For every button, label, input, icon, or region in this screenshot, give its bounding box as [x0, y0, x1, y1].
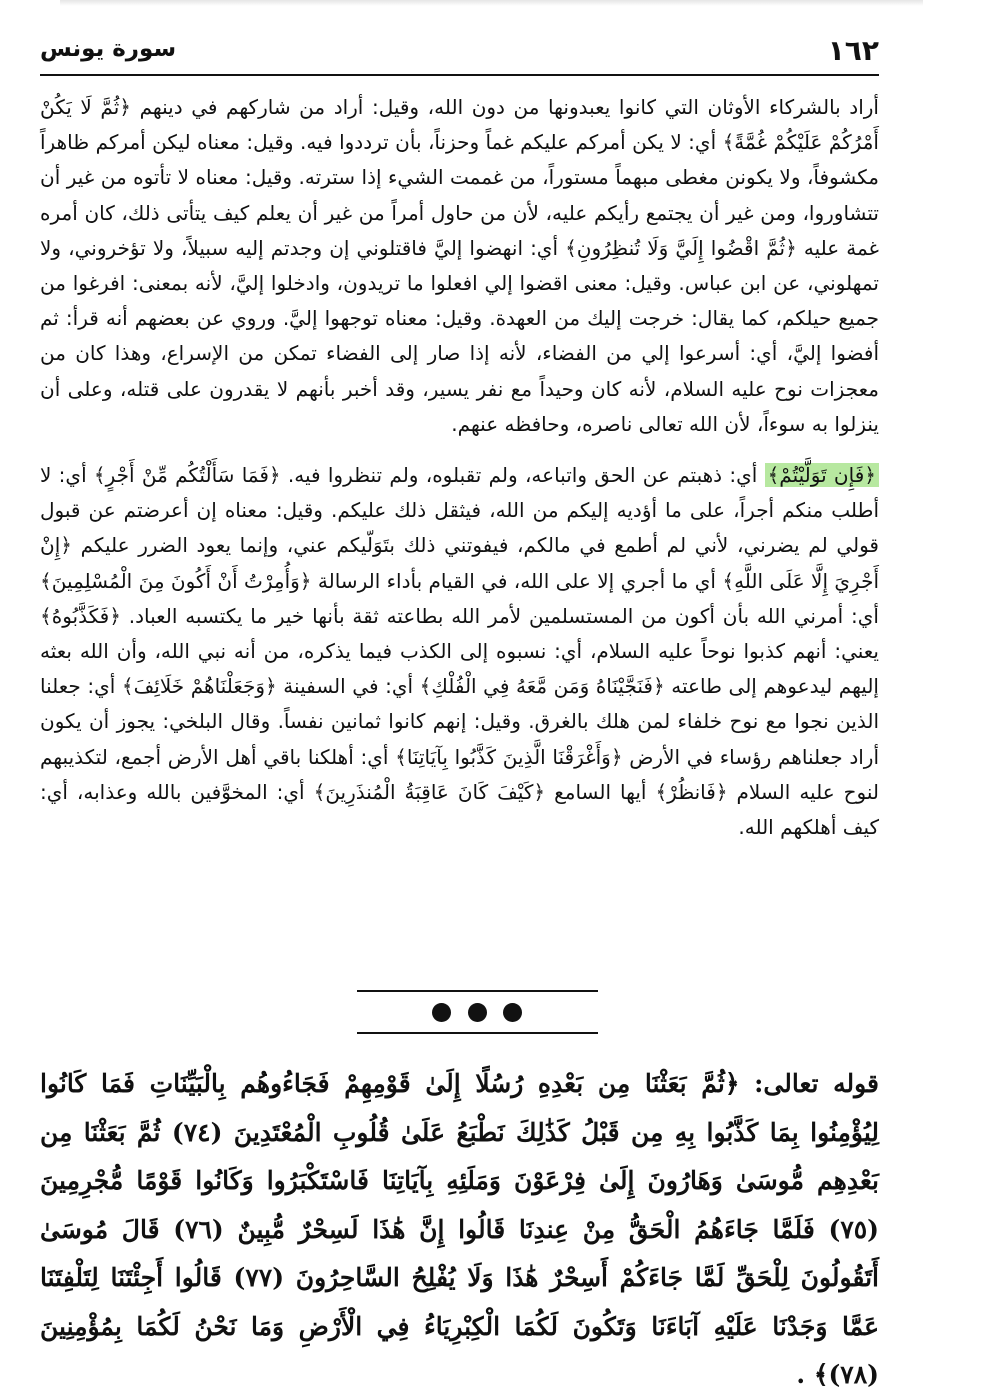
scan-edge — [60, 0, 923, 6]
commentary-paragraph-2 — [40, 458, 879, 845]
page-number: ١٦٢ — [827, 34, 879, 67]
section-ornament — [432, 1000, 522, 1024]
ornament-dot — [432, 1003, 451, 1022]
ornament-dot — [468, 1003, 487, 1022]
header-divider — [40, 74, 879, 76]
ornament-dot — [503, 1003, 522, 1022]
quran-verses — [40, 1060, 879, 1400]
commentary-paragraph-2-text: أي: ذهبتم عن الحق واتباعه، ولم تقبلوه، ولم تنظروا فيه. ﴿فَمَا سَأَلْتُكُم مِّنْ أَجْرٍ﴾ أي: لا أطلب منكم أجراً، على ما أؤديه إليكم من الله، فيثقل ذلك عليكم. وقيل: معناه إن أعرضتم عن قبول قولي لم يضرني، لأني لم أطمع في مالكم، فيفوتني ذلك بتَوَلّيكم عني، وإنما يعود الضرر عليكم ﴿إِنْ أَجْرِيَ إِلَّا عَلَى اللَّهِ﴾ أي ما أجري إلا على الله، في القيام بأداء الرسالة ﴿وَأُمِرْتُ أَنْ أَكُونَ مِنَ الْمُسْلِمِينَ﴾ أي: أمرني الله بأن أكون من المستسلمين لأمر الله بطاعته ثقة بأنها خير ما يكتسبه العباد. ﴿فَكَذَّبُوهُ﴾ يعني: أنهم كذبوا نوحاً عليه السلام، أي: نسبوه إلى الكذب فيما يذكره، من أنه نبي الله، وأن الله بعثه إليهم ليدعوهم إلى طاعته ﴿فَنَجَّيْنَاهُ وَمَن مَّعَهُ فِي الْفُلْكِ﴾ أي: في السفينة ﴿وَجَعَلْنَاهُمْ خَلَائِفَ﴾ أي: جعلنا الذين نجوا مع نوح خلفاء لمن هلك بالغرق. وقيل: إنهم كانوا ثمانين نفساً. وقال البلخي: يجوز أن يكون أراد جعلناهم رؤساء في الأرض ﴿وَأَغْرَقْنَا الَّذِينَ كَذَّبُوا بِآيَاتِنَا﴾ أي: أهلكنا باقي أهل الأرض أجمع، لتكذيبهم لنوح عليه السلام ﴿فَانظُرْ﴾ أيها السامع ﴿كَيْفَ كَانَ عَاقِبَةُ الْمُنذَرِينَ﴾ أي: المخوَّفين بالله وعذابه، أي: كيف أهلكهم الله. — [40, 463, 879, 840]
section-divider-top — [357, 990, 598, 992]
commentary-text — [40, 90, 879, 845]
commentary-paragraph-1: أراد بالشركاء الأوثان التي كانوا يعبدونها من دون الله، وقيل: أراد من شاركهم في دينهم ﴿ثُمَّ لَا يَكُنْ أَمْرُكُمْ عَلَيْكُمْ غُمَّةً﴾ أي: لا يكن أمركم عليكم غماً وحزناً، بأن ترددوا فيه. وقيل: معناه ليكن أمركم ظاهراً مكشوفاً، ولا يكونن مغطى مبهماً مستوراً، من غممت الشيء إذا سترته. وقيل: معناه لا تأتوه من غير أن تتشاوروا، ومن غير أن يجتمع رأيكم عليه، لأن من حاول أمراً من غير أن يعلم كيف يتأتى ذلك، كان أمره غمة عليه ﴿ثُمَّ اقْضُوا إِلَيَّ وَلَا تُنظِرُونِ﴾ أي: انهضوا إليَّ فاقتلوني إن وجدتم إليه سبيلاً، ولا تؤخروني، ولا تمهلوني، عن ابن عباس. وقيل: معنى اقضوا إلي افعلوا ما تريدون، وادخلوا إليَّ، لأنه بمعنى: افرغوا من جميع حيلكم، كما يقال: خرجت إليك من العهدة. وقيل: معناه توجهوا إليَّ. وروي عن بعضهم أنه قرأ: ثم أفضوا إليَّ، أي: أسرعوا إلي من الفضاء، لأنه إذا صار إلى الفضاء تمكن من الإسراع، وهذا كان من معجزات نوح عليه السلام، لأنه كان وحيداً مع نفر يسير، وقد أخبر بأنهم لا يقدرون على قتله، وعلى أن ينزلوا به سوءاً، لأن الله تعالى ناصره، وحافظه عنهم. — [40, 95, 879, 436]
section-divider-bottom — [357, 1032, 598, 1034]
verse-intro-label: قوله تعالى: — [754, 1069, 879, 1098]
verse-text: ﴿ثُمَّ بَعَثْنَا مِن بَعْدِهِ رُسُلًا إِلَىٰ قَوْمِهِمْ فَجَاءُوهُم بِالْبَيِّنَاتِ فَمَا كَانُوا لِيُؤْمِنُوا بِمَا كَذَّبُوا بِهِ مِن قَبْلُ كَذَٰلِكَ نَطْبَعُ عَلَىٰ قُلُوبِ الْمُعْتَدِينَ (٧٤) ثُمَّ بَعَثْنَا مِن بَعْدِهِم مُّوسَىٰ وَهَارُونَ إِلَىٰ فِرْعَوْنَ وَمَلَئِهِ بِآيَاتِنَا فَاسْتَكْبَرُوا وَكَانُوا قَوْمًا مُّجْرِمِينَ (٧٥) فَلَمَّا جَاءَهُمُ الْحَقُّ مِنْ عِندِنَا قَالُوا إِنَّ هَٰذَا لَسِحْرٌ مُّبِينٌ (٧٦) قَالَ مُوسَىٰ أَتَقُولُونَ لِلْحَقِّ لَمَّا جَاءَكُمْ أَسِحْرٌ هَٰذَا وَلَا يُفْلِحُ السَّاحِرُونَ (٧٧) قَالُوا أَجِئْتَنَا لِتَلْفِتَنَا عَمَّا وَجَدْنَا عَلَيْهِ آبَاءَنَا وَتَكُونَ لَكُمَا الْكِبْرِيَاءُ فِي الْأَرْضِ وَمَا نَحْنُ لَكُمَا بِمُؤْمِنِينَ (٧٨)﴾ . — [40, 1069, 880, 1389]
surah-title: سورة يونس — [40, 36, 177, 62]
highlighted-verse-phrase: ﴿فَإِن تَوَلَّيْتُمْ﴾ — [765, 463, 879, 487]
page-header — [40, 26, 879, 76]
